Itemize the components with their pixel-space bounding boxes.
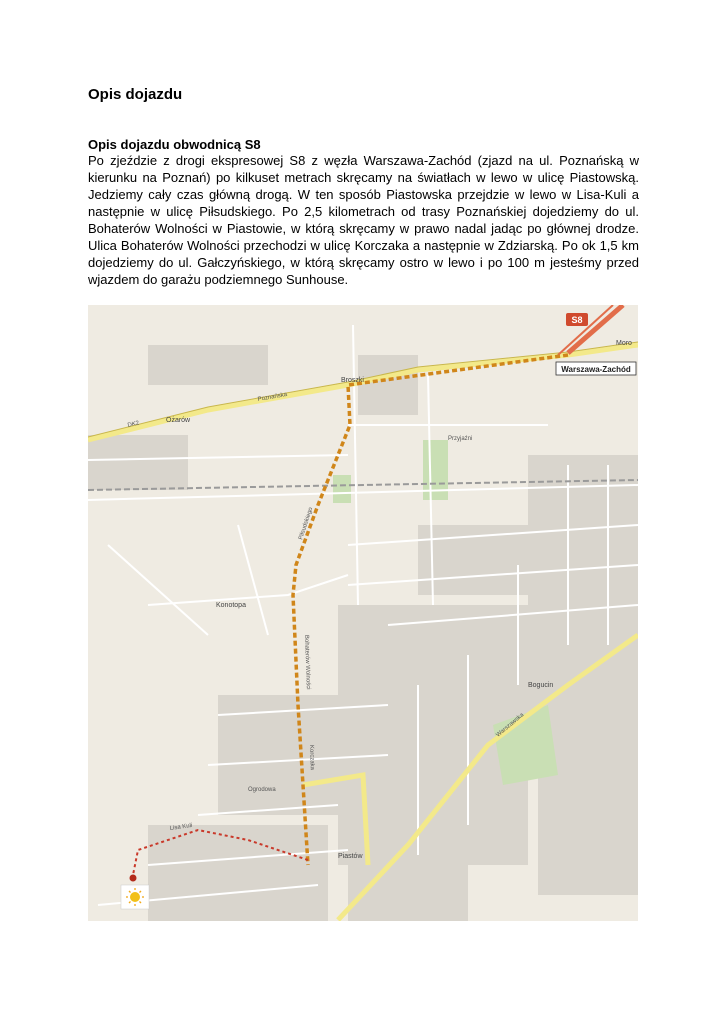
- street-warszawska: Warszawska: [495, 712, 526, 739]
- map-canvas: [88, 305, 638, 921]
- place-moro: Moro: [616, 340, 632, 347]
- place-ozarow: Ożarów: [166, 417, 191, 424]
- place-broszki: Broszki: [341, 377, 364, 384]
- street-ogrodowa: Ogrodowa: [248, 787, 276, 793]
- street-przyjazni: Przyjaźni: [448, 436, 473, 442]
- place-bogucin: Bogucin: [528, 682, 554, 689]
- directions-text: Po zjeździe z drogi ekspresowej S8 z węzła Warszawa-Zachód (zjazd na ul. Poznańską w kierunku na Poznań) po kilkuset metrach skręcamy na światłach w lewo w ulicę Piastowską. Jedziemy cały czas główną drogą. W ten sposób Piastowska przejdzie w lewo w Lisa-Kuli a następnie w ulicę Piłsudskiego. Po 2,5 kilometrach od trasy Poznańskiej dojedziemy do ul. Bohaterów Wolności w Piastowie, w którą skręcamy w prawo nadal jadąc po głównej drodze. Ulica Bohaterów Wolności przechodzi w ulicę Korczaka a następnie w Zdziarską. Po ok 1,5 km dojedziemy do ul. Gałczyńskiego, w którą skręcamy ostro w lewo i po 100 m jesteśmy przed wjazdem do garażu podziemnego Sunhouse.: [88, 153, 639, 287]
- place-konotopa: Konotopa: [216, 602, 246, 609]
- page-title: Opis dojazdu: [88, 86, 183, 103]
- place-piastow: Piastów: [338, 853, 363, 860]
- street-poznanska: Poznańska: [257, 391, 288, 403]
- sun-icon: [121, 885, 149, 909]
- street-dk2: DK2: [127, 420, 140, 429]
- street-bohaterow: Bohaterów Wolności: [303, 634, 311, 690]
- interchange-label: Warszawa-Zachód: [561, 365, 631, 374]
- destination-marker[interactable]: [130, 875, 137, 882]
- route-map[interactable]: [88, 305, 638, 921]
- street-korczaka: Korczaka: [308, 744, 315, 771]
- section-title: Opis dojazdu obwodnicą S8: [88, 137, 261, 152]
- s8-shield-label: S8: [571, 315, 583, 325]
- street-lisa-kuli: Lisa Kuli: [169, 822, 193, 832]
- street-pilsudskiego: Piłsudskiego: [298, 506, 315, 541]
